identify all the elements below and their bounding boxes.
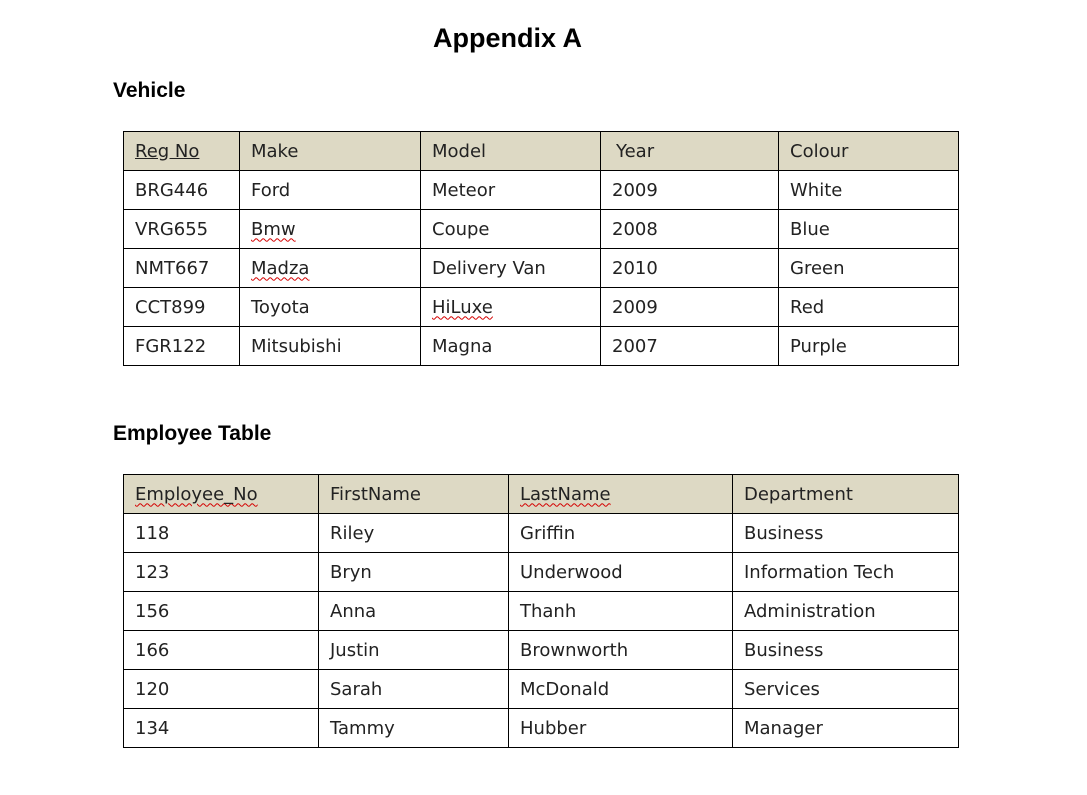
spellcheck-flagged-text: Madza	[251, 257, 310, 279]
table-row	[124, 327, 959, 366]
employee-header-firstname	[319, 475, 509, 514]
employee-cell-lastname: Griffin	[509, 514, 733, 553]
vehicle-cell-year: 2009	[601, 171, 779, 210]
table-row	[124, 171, 959, 210]
table-row	[124, 631, 959, 670]
vehicle-cell-reg-no: CCT899	[124, 288, 240, 327]
vehicle-cell-reg-no: VRG655	[124, 210, 240, 249]
employee-cell-no: 166	[124, 631, 319, 670]
employee-cell-no: 134	[124, 709, 319, 748]
vehicle-cell-colour: Green	[779, 249, 959, 288]
table-row	[124, 210, 959, 249]
employee-cell-no: 120	[124, 670, 319, 709]
vehicle-cell-model: Meteor	[421, 171, 601, 210]
employee-header-lastname	[509, 475, 733, 514]
employee-cell-department: Business	[733, 631, 959, 670]
spellcheck-flagged-text: HiLuxe	[432, 296, 493, 318]
table-row	[124, 514, 959, 553]
employee-header-department	[733, 475, 959, 514]
employee-header-row	[124, 475, 959, 514]
vehicle-cell-year: 2010	[601, 249, 779, 288]
vehicle-header-row	[124, 132, 959, 171]
header-label: FirstName	[330, 483, 421, 505]
table-row	[124, 709, 959, 748]
vehicle-header-model	[421, 132, 601, 171]
table-row	[124, 553, 959, 592]
vehicle-cell-make: Toyota	[240, 288, 421, 327]
header-label: Reg No	[135, 140, 200, 162]
table-row	[124, 288, 959, 327]
employee-cell-lastname: Thanh	[509, 592, 733, 631]
employee-cell-department: Information Tech	[733, 553, 959, 592]
vehicle-cell-model: Magna	[421, 327, 601, 366]
header-label: Department	[744, 483, 853, 505]
vehicle-cell-make	[240, 210, 421, 249]
vehicle-cell-year: 2008	[601, 210, 779, 249]
table-row	[124, 592, 959, 631]
vehicle-heading: Vehicle	[113, 79, 186, 102]
employee-cell-lastname: Brownworth	[509, 631, 733, 670]
employee-cell-no: 118	[124, 514, 319, 553]
vehicle-cell-year: 2009	[601, 288, 779, 327]
employee-cell-firstname: Bryn	[319, 553, 509, 592]
vehicle-cell-colour: Blue	[779, 210, 959, 249]
vehicle-header-make	[240, 132, 421, 171]
employee-cell-lastname: Underwood	[509, 553, 733, 592]
page-title: Appendix A	[432, 23, 582, 53]
vehicle-cell-colour: Purple	[779, 327, 959, 366]
employee-header-employee-no	[124, 475, 319, 514]
vehicle-header-year	[601, 132, 779, 171]
employee-cell-firstname: Anna	[319, 592, 509, 631]
spellcheck-flagged-text: Bmw	[251, 218, 296, 240]
vehicle-cell-reg-no: BRG446	[124, 171, 240, 210]
employee-cell-no: 123	[124, 553, 319, 592]
employee-cell-lastname: McDonald	[509, 670, 733, 709]
vehicle-cell-model: Delivery Van	[421, 249, 601, 288]
employee-cell-firstname: Riley	[319, 514, 509, 553]
header-label: Employee_No	[135, 483, 258, 505]
vehicle-cell-colour: White	[779, 171, 959, 210]
employee-cell-department: Administration	[733, 592, 959, 631]
employee-heading: Employee Table	[113, 422, 272, 445]
vehicle-cell-colour: Red	[779, 288, 959, 327]
header-label: Model	[432, 140, 487, 162]
employee-cell-department: Business	[733, 514, 959, 553]
employee-cell-department: Services	[733, 670, 959, 709]
table-row	[124, 249, 959, 288]
table-row	[124, 670, 959, 709]
vehicle-header-colour	[779, 132, 959, 171]
vehicle-cell-reg-no: NMT667	[124, 249, 240, 288]
employee-cell-department: Manager	[733, 709, 959, 748]
header-label: LastName	[520, 483, 611, 505]
header-label: Colour	[790, 140, 849, 162]
vehicle-cell-reg-no: FGR122	[124, 327, 240, 366]
vehicle-cell-make: Mitsubishi	[240, 327, 421, 366]
vehicle-cell-make	[240, 249, 421, 288]
header-label: Make	[251, 140, 299, 162]
employee-cell-lastname: Hubber	[509, 709, 733, 748]
vehicle-header-reg-no	[124, 132, 240, 171]
employee-cell-no: 156	[124, 592, 319, 631]
employee-cell-firstname: Tammy	[319, 709, 509, 748]
vehicle-cell-make: Ford	[240, 171, 421, 210]
employee-cell-firstname: Justin	[319, 631, 509, 670]
vehicle-cell-model	[421, 288, 601, 327]
vehicle-cell-year: 2007	[601, 327, 779, 366]
header-label: Year	[616, 140, 655, 162]
vehicle-cell-model: Coupe	[421, 210, 601, 249]
employee-cell-firstname: Sarah	[319, 670, 509, 709]
employee-table	[123, 474, 959, 748]
vehicle-table	[123, 131, 959, 366]
